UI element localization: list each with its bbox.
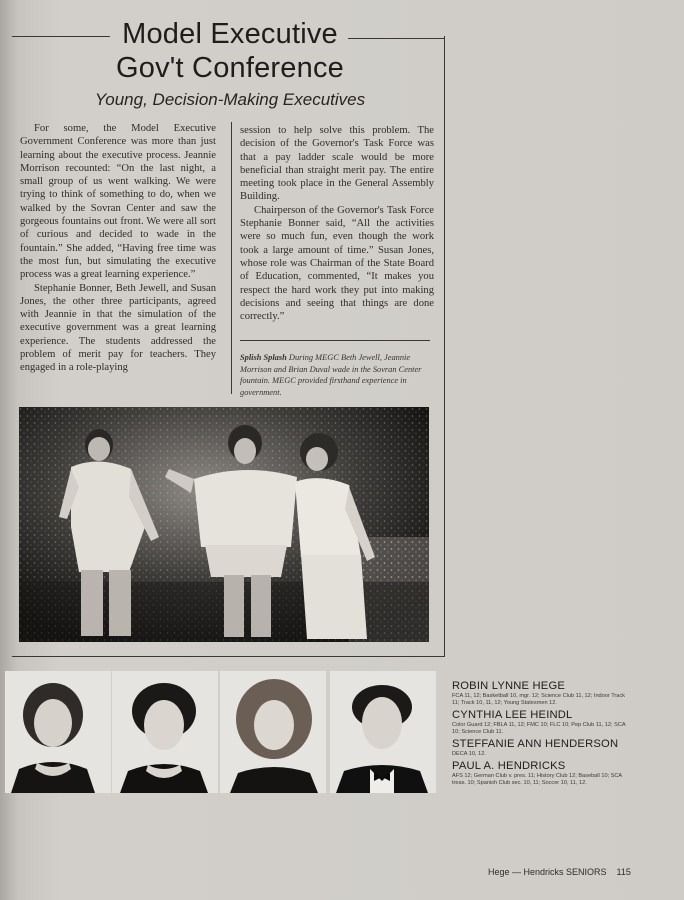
- fountain-photo: [19, 407, 429, 642]
- paragraph: Stephanie Bonner, Beth Jewell, and Susan Jones, the other three participants, agreed with Jeannie in that the simulation of the executive government was a great learning experience. The students addressed the problem of merit pay for teachers. They engaged in a role-playing: [20, 282, 216, 374]
- senior-entry: [452, 760, 632, 787]
- article-column-right: [240, 124, 434, 323]
- senior-activities: AFS 12; German Club v. pres. 11; History Club 12; Baseball 10; SCA treas. 10; Spanish Club sec. 10, 11; Soccer 10, 11, 12.: [452, 773, 622, 786]
- paragraph: session to help solve this problem. The decision of the Governor's Task Force was that a pay ladder scale would be more beneficial than straight merit pay. The entire meeting took place in the General Assembly Building.: [240, 125, 434, 203]
- paragraph: Chairperson of the Governor's Task Force Stephanie Bonner said, “All the activities were so much fun, even though the work took a large amount of time.” Susan Jones, whose role was Chairman of the State Board of Education, commented, “It makes you respect the hard work they put into making decisions and seeing that things are done correctly.”: [240, 204, 434, 323]
- portrait-cynthia-heindl: [112, 671, 218, 793]
- portrait-robin-hege: [5, 671, 111, 793]
- caption-rule: [240, 340, 430, 341]
- senior-name: ROBIN LYNNE HEGE: [452, 680, 566, 692]
- senior-entry: [452, 709, 632, 736]
- title-line-2: Gov't Conference: [116, 52, 344, 84]
- senior-name: PAUL A. HENDRICKS: [452, 760, 566, 772]
- caption-title: Splish Splash: [240, 353, 287, 362]
- title-line-1: Model Executive: [122, 18, 338, 50]
- senior-activities: DECA 10, 12.: [452, 751, 486, 757]
- page-title: [100, 17, 360, 85]
- article-column-left: [20, 122, 216, 375]
- senior-activities: FCA 11, 12; Basketball 10, mgr. 12; Science Club 11, 12; Indoor Track 11; Track 10, 11, 12; Young Statesmen 12.: [452, 693, 625, 706]
- footer-section: Hege — Hendricks SENIORS: [488, 867, 607, 877]
- portrait-steffanie-henderson: [220, 671, 326, 793]
- senior-activities: Color Guard 12; FBLA 11, 12; FMC 10; FLC 10; Pep Club 11, 12; SCA 10; Science Club 11.: [452, 722, 626, 735]
- column-divider: [231, 122, 232, 394]
- page-footer: [488, 867, 648, 877]
- portrait-paul-hendricks: [330, 671, 436, 793]
- senior-name: CYNTHIA LEE HEINDL: [452, 709, 573, 721]
- caption-text: During MEGC Beth Jewell, Jeannie Morrison and Brian Duval wade in the Sovran Center fountain. MEGC provided firsthand experience in government.: [240, 353, 422, 397]
- senior-name: STEFFANIE ANN HENDERSON: [452, 738, 619, 750]
- page-number: 115: [616, 867, 631, 877]
- senior-names-list: [452, 680, 632, 789]
- senior-entry: [452, 680, 632, 707]
- senior-entry: [452, 738, 632, 758]
- subtitle: Young, Decision-Making Executives: [94, 90, 366, 109]
- paragraph: For some, the Model Executive Government Conference was more than just learning about the executive process. Jeannie Morrison recounted: “On the last night, a small group of us went walking. We were trying to think of something to do, when we walked by the Sovran Center and saw the gorgeous fountains out front. We were all sort of curious and decided to wade in the fountain.” She added, “Having free time was the most fun, but simulating the executive process was a great learning experience.”: [20, 123, 216, 281]
- photo-caption: [240, 352, 436, 398]
